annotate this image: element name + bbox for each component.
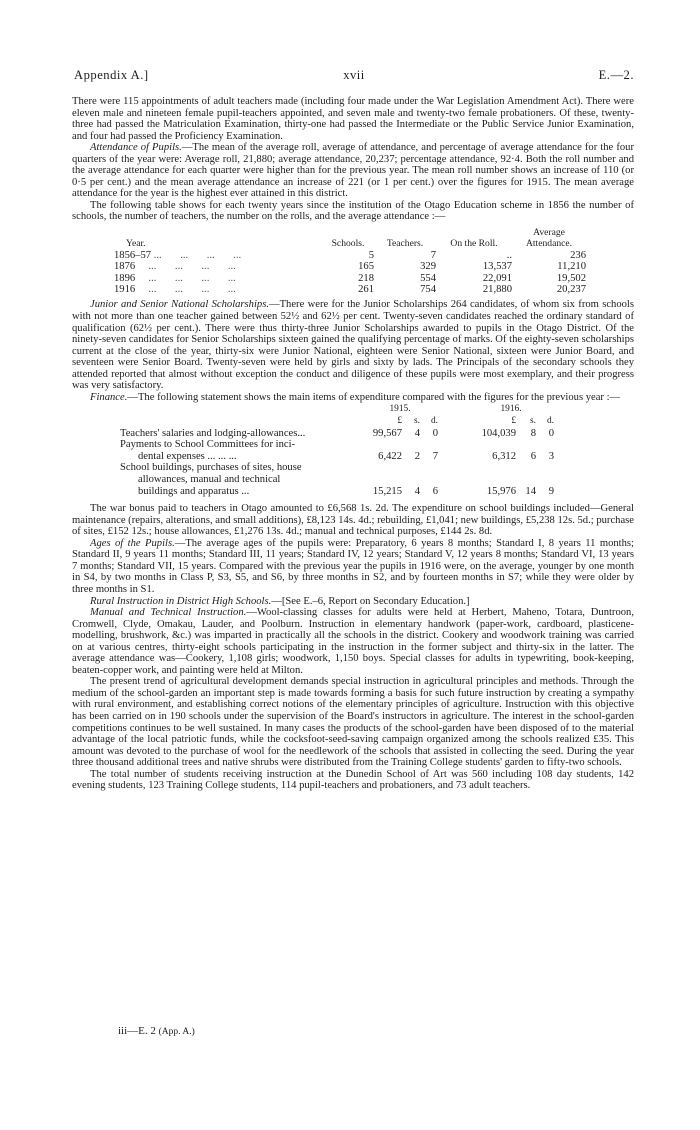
- finance-year-row: [120, 404, 554, 416]
- footer-signature: iii—E. 2: [118, 1025, 156, 1037]
- header-page-number: xvii: [343, 68, 365, 82]
- paragraph-scholarships: Junior and Senior National Scholarships.—There were for the Junior Scholarships 264 candidates, of whom six from schools with not more than one teacher gained between 52½ and 62½ per cent. Twenty-seven candidates reached the ordinary standard of qualification (62½ per cent.). There were thus thirty-three Junior Scholarships awarded to pupils in the Otago District. Of the ninety-seven candidates for Senior Scholarships sixteen gained the qualifying percentage of marks. Of the eighty-seven scholarships current at the close of the year, thirty-six were Junior National, eighteen were Senior National, sixteen were Junior Board, and seventeen were Senior Board. Twenty-seven were held by girls and sixty by lads. The Principals of the secondary schools they attended reported that almost without exception the conduct and diligence of these pupils were most exemplary, and their progress was very satisfactory.: [72, 299, 634, 392]
- paragraph-art-school: The total number of students receiving instruction at the Dunedin School of Art was 560 including 108 day students, 142 evening students, 123 Training College students, 114 pupil-teachers and probationers, and 73 adult teachers.: [72, 768, 634, 792]
- row-roll: 21,880: [482, 284, 512, 296]
- paragraph-agriculture: The present trend of agricultural development demands special instruction in agricultural principles and methods. Through the medium of the school-garden an important step is made towards forming a basis for such future instruction by creating a sympathy with rural environment, and establishing correct notions of the elementary principles of agriculture. Instruction with this objective has been carried on in 190 schools under the supervision of the Board's instructors in agriculture. The interest in the school-garden competitions continues to be well sustained. In many cases the products of the school-garden have been disposed of to the material advantage of the local patriotic funds, while the cocksfoot-seed-saving campaign organized among the schools realized £35. This amount was devoted to the purchase of wool for the needlework of the schools that assisted in collecting the seed. During the year three thousand additional trees and native shrubs were distributed from the Training College students' garden to fifty-two schools.: [72, 676, 634, 769]
- column-header-roll: On the Roll.: [450, 238, 498, 250]
- finance-item-label-cont: dental expenses ... ... ...: [138, 450, 237, 462]
- finance-item-label-cont: buildings and apparatus ...: [138, 485, 250, 497]
- table-row: 1856–57 ... ... ... ... 5 7 .. 236: [114, 249, 586, 261]
- paragraph-table-intro: The following table shows for each twenty years since the institution of the Otago Education scheme in 1856 the number of schools, the number of teachers, the number on the rolls, and the average attendance :—: [72, 199, 634, 223]
- heading-manual: Manual and Technical Instruction.: [90, 607, 247, 619]
- heading-ages: Ages of the Pupils.: [90, 537, 175, 549]
- row-roll: 13,537: [482, 261, 512, 273]
- table-row: 1876 ... ... ... ... 165 329 13,537 11,210: [114, 261, 586, 273]
- heading-rural: Rural Instruction in District High Schools.: [90, 595, 272, 607]
- statistics-header-row: [114, 227, 586, 250]
- paragraph-finance: Finance.—The following statement shows the main items of expenditure compared with the figures for the previous year :—: [90, 391, 621, 403]
- column-header-attendance: Average Attendance.: [525, 227, 573, 250]
- row-roll: 22,091: [482, 272, 512, 284]
- row-attendance: 236: [570, 249, 586, 261]
- paragraph-ages: Ages of the Pupils.—The average ages of the pupils were: Preparatory, 6 years 8 months; Standard I, 8 years 11 months; Standard II, 9 years 11 months; Standard III, 11 years; Standard IV, 12 years; Standard V, 12 years 8 months; Standard VI, 13 years 7 months; Standard VII, 15 years. Compared with the previous year the pupils in 1916 were, on the average, younger by one month in S4, by two months in Class P, S3, S5, and S6, by three months in S2, and by fourteen months in S7; while they were older by three months in S1.: [72, 537, 634, 595]
- row-attendance: 20,237: [556, 284, 586, 296]
- row-roll: ..: [506, 249, 512, 261]
- paragraph-rural: Rural Instruction in District High Schools.—[See E.–6, Report on Secondary Education.]: [90, 595, 470, 607]
- heading-scholarships: Junior and Senior National Scholarships.: [90, 299, 269, 311]
- row-year: 1916: [114, 284, 136, 296]
- finance-year-1915: 1915.: [389, 404, 411, 415]
- table-row: Teachers' salaries and lodging-allowances... 99,567 4 0 104,039 8 0: [120, 427, 554, 439]
- page-footer: [118, 1025, 195, 1037]
- row-schools: 261: [358, 284, 374, 296]
- row-attendance: 19,502: [556, 272, 586, 284]
- column-header-teachers: Teachers.: [386, 238, 424, 250]
- row-attendance: 11,210: [557, 261, 586, 273]
- table-row: [120, 462, 554, 474]
- finance-item-label: School buildings, purchases of sites, house: [120, 462, 302, 474]
- page-header: [74, 68, 634, 86]
- column-header-year: Year.: [126, 238, 146, 250]
- table-row: [120, 439, 554, 451]
- document-body: [72, 96, 634, 792]
- paragraph-war-bonus: The war bonus paid to teachers in Otago amounted to £6,568 1s. 2d. The expenditure on school buildings included—General maintenance (repairs, alterations, and small additions), £8,123 14s. 4d.; rebuilding, £1,041; new buildings, £5,238 12s. 5d.; purchase of sites, £152 12s.; house allowances, £1,276 13s. 4d.; manual and technical purposes, £144 2s. 8d.: [72, 503, 634, 538]
- finance-year-1916: 1916.: [500, 404, 522, 415]
- header-reference: E.—2.: [598, 68, 634, 82]
- finance-table: [120, 404, 554, 497]
- row-teachers: 554: [420, 272, 436, 284]
- table-row: 1916 ... ... ... ... 261 754 21,880 20,237: [114, 284, 586, 296]
- paragraph-attendance: Attendance of Pupils.—The mean of the average roll, average of attendance, and percentage of average attendance for the four quarters of the year were: Average roll, 21,880; average attendance, 20,237; percentage attendance, 92·4. Both the roll number and the average attendance for each quarter were higher than for the previous year. The mean roll number shows an increase of 110 (or 0·5 per cent.) and the mean average attendance an increase of 221 (or 1 per cent.) over the figures for 1915. The mean average attendance for the year is the highest ever attained in this district.: [72, 142, 634, 200]
- row-year: 1896: [114, 272, 136, 284]
- row-teachers: 754: [420, 284, 436, 296]
- heading-attendance: Attendance of Pupils.: [90, 142, 182, 154]
- paragraph-appointments: There were 115 appointments of adult teachers made (including four made under the War Legislation Amendment Act). There were eleven male and nineteen female pupil-teachers appointed, and seven male and twenty-two female probationers. Of these, twenty-three had passed the Matriculation Examination, thirty-one had passed the Intermediate or the Public Service Junior Examination, and four had passed the Proficiency Examination.: [72, 96, 634, 142]
- row-schools: 218: [358, 272, 374, 284]
- paragraph-manual: Manual and Technical Instruction.—Wool-classing classes for adults were held at Herbert, Maheno, Totara, Duntroon, Cromwell, Clyde, Omakau, Lauder, and Poolburn. Instruction in elementary handwork (paper-work, cardboard, plasticene-modelling, brushwork, &c.) was imparted in practically all the schools in the district. Cookery and woodwork training was carried on at various centres, thirty-eight schools participating in the instruction in the former subject and thirty-six in the latter. The average attendance was—Cookery, 1,108 girls; woodwork, 1,150 boys. Special classes for adults in typewriting, book-keeping, beaten-copper work, and painting were held at Milton.: [72, 607, 634, 676]
- table-row: [120, 474, 554, 486]
- table-row: buildings and apparatus ... 15,215 4 6 15,976 14 9: [120, 486, 554, 498]
- header-appendix: Appendix A.]: [74, 68, 149, 82]
- finance-item-label-cont: allowances, manual and technical: [138, 473, 281, 485]
- statistics-table: [114, 227, 586, 295]
- heading-finance: Finance.: [90, 391, 128, 403]
- row-teachers: 329: [420, 261, 436, 273]
- row-year: 1856–57: [114, 249, 152, 261]
- row-schools: 165: [358, 261, 374, 273]
- footer-appendix: (App. A.): [158, 1027, 195, 1037]
- finance-units-row: £ s. d. £ s. d.: [397, 415, 554, 426]
- finance-item-label: Payments to School Committees for inci-: [120, 439, 296, 451]
- column-header-schools: Schools.: [331, 238, 365, 250]
- row-year: 1876: [114, 261, 136, 273]
- table-row: dental expenses ... ... ... 6,422 2 7 6,312 6 3: [120, 451, 554, 463]
- table-row: 1896 ... ... ... ... 218 554 22,091 19,502: [114, 272, 586, 284]
- row-teachers: 7: [430, 249, 436, 261]
- finance-item-label: Teachers' salaries and lodging-allowances...: [120, 427, 306, 439]
- row-schools: 5: [368, 249, 374, 261]
